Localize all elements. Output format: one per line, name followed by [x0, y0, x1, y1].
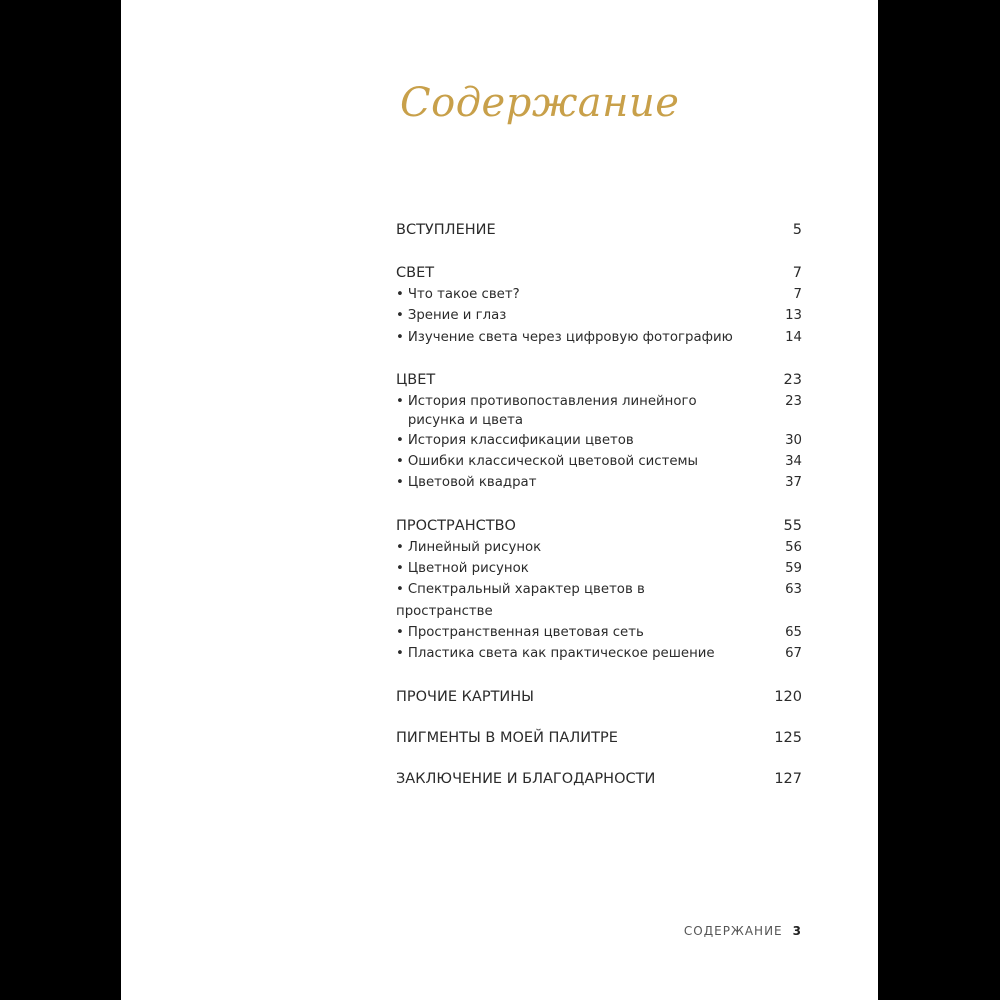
- toc-section-page: 23: [783, 371, 802, 388]
- toc-section[interactable]: [396, 262, 802, 284]
- page-title: Содержание: [400, 80, 680, 126]
- toc-section-label: ЗАКЛЮЧЕНИЕ И БЛАГОДАРНОСТИ: [396, 770, 656, 787]
- page-number: 3: [792, 924, 802, 938]
- toc-item-label: Спектральный характер цветов в пространстве: [396, 582, 645, 619]
- toc-section-label: СВЕТ: [396, 265, 435, 281]
- toc-item[interactable]: [396, 327, 802, 348]
- toc-section-page: 120: [774, 688, 802, 705]
- bullet-icon: •: [396, 454, 404, 470]
- toc-item[interactable]: [396, 472, 802, 493]
- toc-item[interactable]: [396, 451, 802, 472]
- toc-section-label: ЦВЕТ: [396, 371, 436, 388]
- toc-item-label: Зрение и глаз: [407, 308, 507, 324]
- toc-item[interactable]: [396, 391, 802, 430]
- toc-section[interactable]: [396, 768, 802, 790]
- toc-section-page: 5: [792, 222, 802, 238]
- toc-section-page: 55: [783, 517, 802, 534]
- toc-section[interactable]: [396, 686, 802, 708]
- toc-item-page: 34: [785, 454, 802, 470]
- toc-section-label: ПИГМЕНТЫ В МОЕЙ ПАЛИТРЕ: [396, 729, 618, 746]
- toc-section[interactable]: [396, 515, 802, 537]
- toc-item-page: 14: [785, 329, 802, 345]
- toc-item-page: 56: [785, 539, 802, 555]
- bullet-icon: •: [396, 582, 404, 598]
- toc-item[interactable]: [396, 622, 802, 643]
- toc-item[interactable]: [396, 430, 802, 451]
- toc-item[interactable]: [396, 558, 802, 579]
- toc-item-page: 59: [785, 561, 802, 577]
- toc-item-label: Пространственная цветовая сеть: [407, 624, 644, 640]
- toc-item[interactable]: [396, 537, 802, 558]
- toc-section-page: 125: [774, 729, 802, 746]
- toc-item-page: 23: [785, 393, 802, 409]
- toc-item-label: Линейный рисунок: [407, 539, 542, 555]
- toc-section-page: 7: [792, 265, 802, 281]
- running-header-label: СОДЕРЖАНИЕ: [683, 924, 783, 938]
- toc-item[interactable]: [396, 579, 802, 622]
- toc-item-label: Что такое свет?: [407, 287, 520, 302]
- bullet-icon: •: [396, 393, 404, 409]
- bullet-icon: •: [396, 432, 404, 448]
- toc-section-label: ПРОСТРАНСТВО: [396, 517, 516, 534]
- toc-item-label: Ошибки классической цветовой системы: [407, 454, 699, 470]
- toc-item-label: Цветной рисунок: [407, 561, 529, 577]
- toc-item-page: 65: [785, 624, 802, 640]
- bullet-icon: •: [396, 475, 404, 491]
- toc-item[interactable]: [396, 643, 802, 664]
- toc-item-label: Пластика света как практическое решение: [407, 646, 715, 662]
- page-footer: [684, 924, 802, 938]
- toc-item-page: 63: [785, 582, 802, 598]
- bullet-icon: •: [396, 539, 404, 555]
- bullet-icon: •: [396, 329, 404, 345]
- toc-section[interactable]: [396, 727, 802, 749]
- bullet-icon: •: [396, 561, 404, 577]
- bullet-icon: •: [396, 287, 404, 302]
- toc-item[interactable]: [396, 305, 802, 326]
- toc-section[interactable]: [396, 219, 802, 241]
- toc-item-page: 37: [785, 475, 802, 491]
- toc-item-label: История классификации цветов: [407, 432, 634, 448]
- toc-item-page: 7: [793, 287, 802, 302]
- toc-item-label: История противопоставления линейного рисунка и цвета: [407, 393, 697, 428]
- toc-item-page: 30: [785, 432, 802, 448]
- toc-section-page: 127: [774, 770, 802, 787]
- toc-item-page: 13: [785, 308, 802, 324]
- bullet-icon: •: [396, 308, 404, 324]
- toc-section[interactable]: [396, 369, 802, 391]
- toc-section-label: ВСТУПЛЕНИЕ: [396, 222, 496, 238]
- bullet-icon: •: [396, 624, 404, 640]
- bullet-icon: •: [396, 646, 404, 662]
- table-of-contents: [396, 219, 802, 790]
- toc-item-label: Изучение света через цифровую фотографию: [407, 329, 733, 345]
- toc-item-page: 67: [785, 646, 802, 662]
- toc-section-label: ПРОЧИЕ КАРТИНЫ: [396, 688, 534, 705]
- toc-item[interactable]: [396, 284, 802, 305]
- toc-item-label: Цветовой квадрат: [407, 475, 537, 491]
